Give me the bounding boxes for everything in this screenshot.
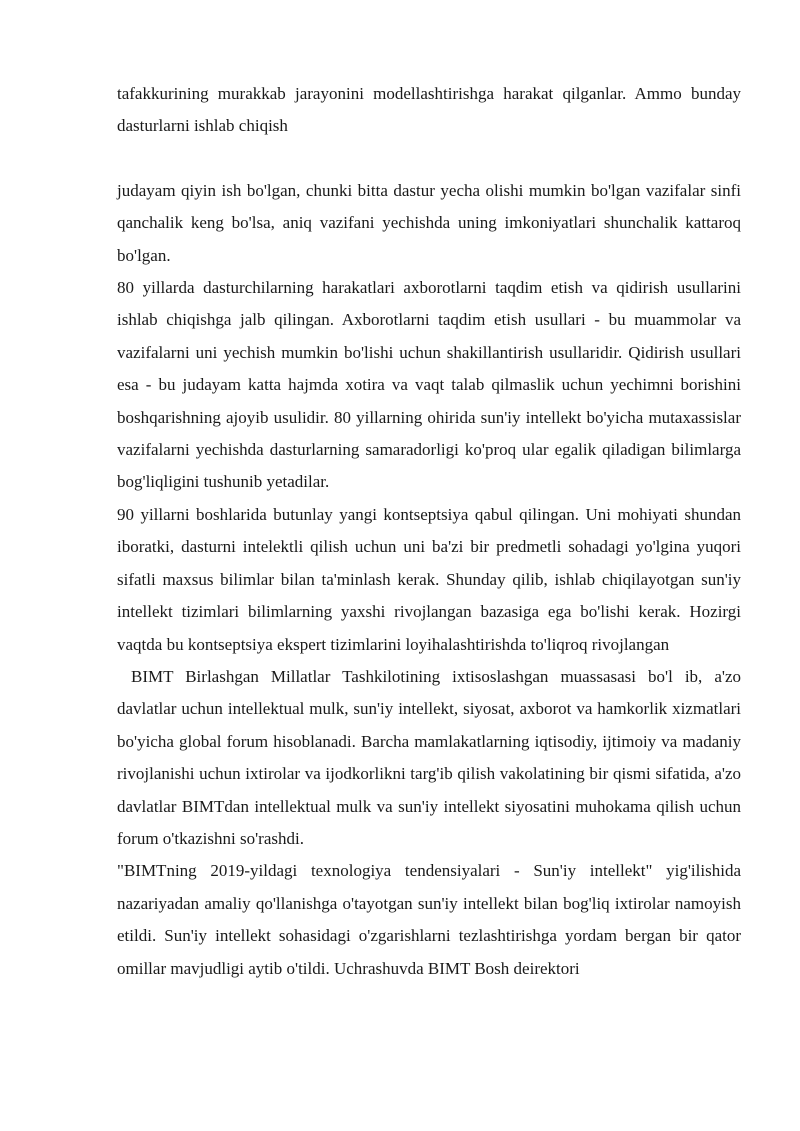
paragraph-intro-fragment: tafakkurining murakkab jarayonini modellashtirishga harakat qilganlar. Ammo bunday dasturlarni ishlab chiqish bbox=[117, 84, 741, 136]
paragraph-80s-methods: 80 yillarda dasturchilarning harakatlari axborotlarni taqdim etish va qidirish usullarini ishlab chiqishga jalb qilingan. Axborotlarni taqdim etish usullari - bu muammolar va vazifalarni uni yechish mumkin bo'lishi uchun shakillantirish usullaridir. Qidirish usullari esa - bu judayam katta hajmda xotira va vaqt talab qilmaslik uchun yechimni borishini boshqarishning ajoyib usulidir. 80 yillarning ohirida sun'iy intellekt bo'yicha mutaxassislar vazifalarni yechishda dasturlarning samaradorligi ko'proq ular egalik qiladigan bilimlarga bog'liqligini tushunib yetadilar. bbox=[117, 278, 741, 492]
paragraph-program-difficulty: judayam qiyin ish bo'lgan, chunki bitta dastur yecha olishi mumkin bo'lgan vazifalar sinfi qanchalik keng bo'lsa, aniq vazifani yechishda uning imkoniyatlari shunchalik kattaroq bo'lgan. bbox=[117, 180, 741, 265]
document-page bbox=[117, 78, 741, 985]
paragraph-90s-concept: 90 yillarni boshlarida butunlay yangi kontseptsiya qabul qilingan. Uni mohiyati shundan iboratki, dasturni intelektli qilish uchun uni ba'zi bir predmetli sohadagi yo'lgina yuqori sifatli maxsus bilimlar bilan ta'minlash kerak. Shunday qilib, ishlab chiqilayotgan sun'iy intellekt tizimlari bilimlarning yaxshi rivojlangan bazasiga ega bo'lishi kerak. Hozirgi vaqtda bu kontseptsiya ekspert tizimlarini loyihalashtirishda to'liqroq rivojlangan bbox=[117, 504, 741, 654]
paragraph-bimt-2019-meeting: "BIMTning 2019-yildagi texnologiya tendensiyalari - Sun'iy intellekt" yig'ilishida nazariyadan amaliy qo'llanishga o'tayotgan sun'iy intellekt bilan bog'liq ixtirolar namoyish etildi. Sun'iy intellekt sohasidagi o'zgarishlarni tezlashtirishga yordam bergan bir qator omillar mavjudligi aytib o'tildi. Uchrashuvda BIMT Bosh deirektori bbox=[117, 861, 741, 978]
paragraph-bimt-forum: BIMT Birlashgan Millatlar Tashkilotining ixtisoslashgan muassasasi bo'l ib, a'zo davlatlar uchun intellektual mulk, sun'iy intellekt, siyosat, axborot va hamkorlik xizmatlari bo'yicha global forum hisoblanadi. Barcha mamlakatlarning iqtisodiy, ijtimoiy va madaniy rivojlanishi uchun ixtirolar va ijodkorlikni targ'ib qilish vakolatining bir qismi sifatida, a'zo davlatlar BIMTdan intellektual mulk va sun'iy intellekt siyosatini muhokama qilish uchun forum o'tkazishni so'rashdi. bbox=[117, 666, 741, 848]
